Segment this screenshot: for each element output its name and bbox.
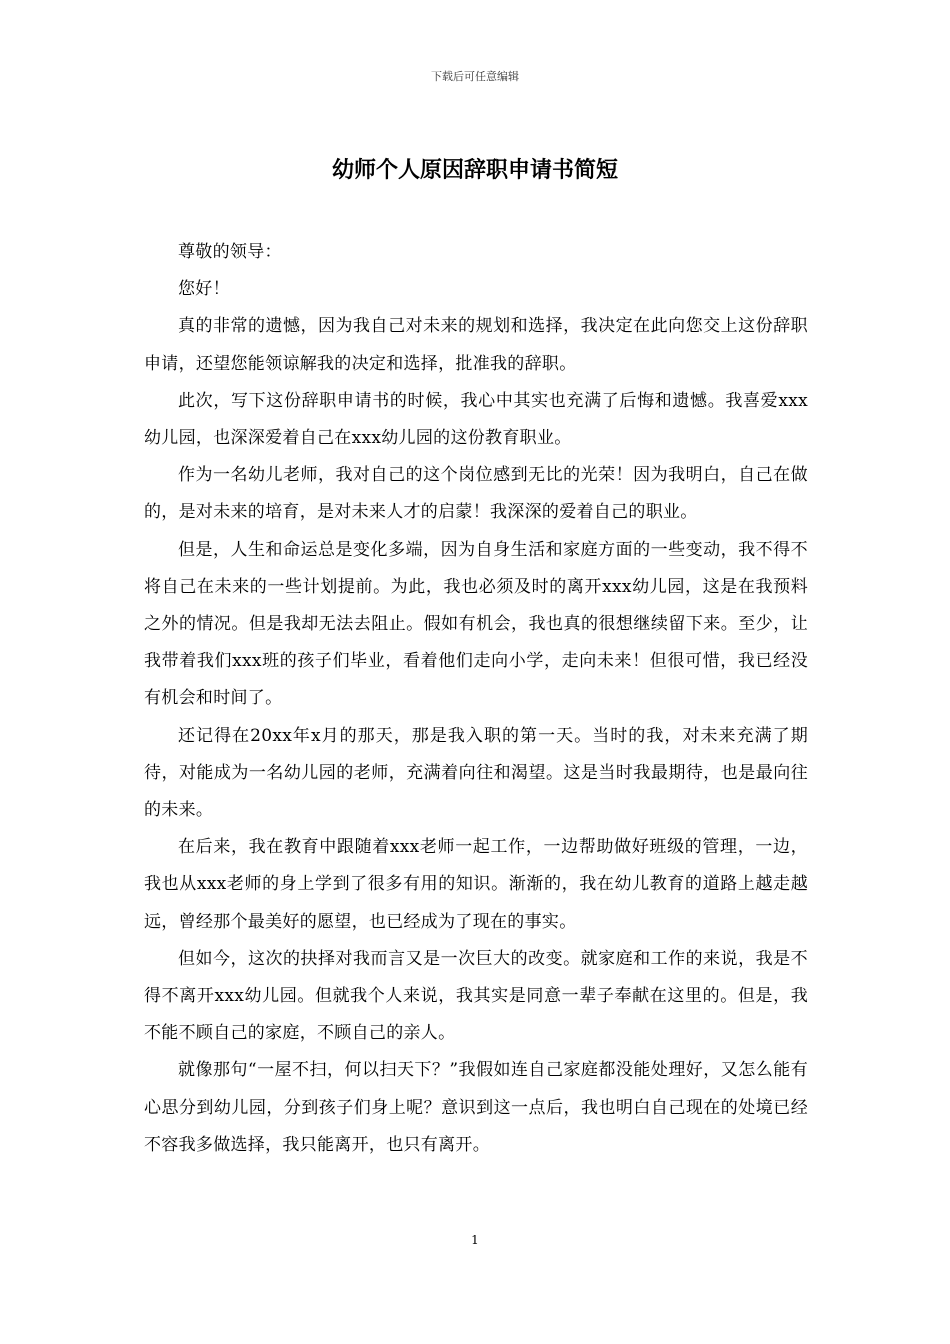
document-title: 幼师个人原因辞职申请书简短 [331,157,618,183]
document-body [144,234,808,1164]
header-note: 下载后可任意编辑 [431,70,519,83]
salutation: 尊敬的领导： [178,242,282,262]
body-paragraph: 但是，人生和命运总是变化多端，因为自身生活和家庭方面的一些变动，我不得不将自己在未来的一些计划提前。为此，我也必须及时的离开xxx幼儿园，这是在我预料之外的情况。但是我却无法去阻止。假如有机会，我也真的很想继续留下来。至少，让我带着我们xxx班的孩子们毕业，看着他们走向小学，走向未来！但很可惜，我已经没有机会和时间了。 [144,539,808,709]
greeting: 您好！ [178,279,230,300]
body-paragraph: 就像那句“一屋不扫，何以扫天下？”我假如连自己家庭都没能处理好，又怎么能有心思分到幼儿园，分到孩子们身上呢？意识到这一点后，我也明白自己现在的处境已经不容我多做选择，我只能离开，也只有离开。 [144,1060,808,1155]
body-paragraph: 作为一名幼儿老师，我对自己的这个岗位感到无比的光荣！因为我明白，自己在做的，是对未来的培育，是对未来人才的启蒙！我深深的爱着自己的职业。 [144,465,808,523]
page-number: 1 [471,1233,479,1247]
body-paragraph: 真的非常的遗憾，因为我自己对未来的规划和选择，我决定在此向您交上这份辞职申请，还望您能领谅解我的决定和选择，批准我的辞职。 [144,316,808,374]
body-paragraph: 此次，写下这份辞职申请书的时候，我心中其实也充满了后悔和遗憾。我喜爱xxx幼儿园，也深深爱着自己在xxx幼儿园的这份教育职业。 [144,390,808,449]
body-paragraph: 还记得在20xx年x月的那天，那是我入职的第一天。当时的我，对未来充满了期待，对能成为一名幼儿园的老师，充满着向往和渴望。这是当时我最期待，也是最向往的未来。 [144,725,808,821]
body-paragraph: 在后来，我在教育中跟随着xxx老师一起工作，一边帮助做好班级的管理，一边，我也从xxx老师的身上学到了很多有用的知识。渐渐的，我在幼儿教育的道路上越走越远，曾经那个最美好的愿望，也已经成为了现在的事实。 [144,837,808,932]
body-paragraph: 但如今，这次的抉择对我而言又是一次巨大的改变。就家庭和工作的来说，我是不得不离开xxx幼儿园。但就我个人来说，我其实是同意一辈子奉献在这里的。但是，我不能不顾自己的家庭，不顾自己的亲人。 [144,948,808,1044]
